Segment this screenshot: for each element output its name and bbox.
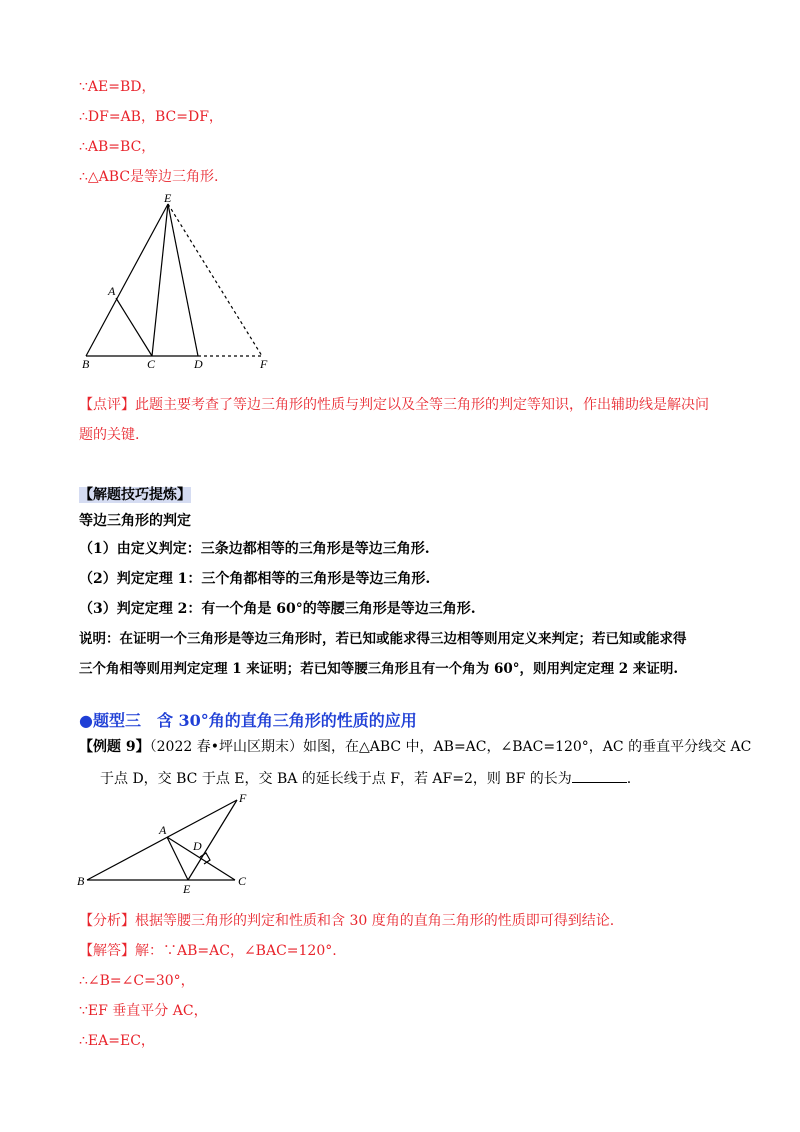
section-heading [79,712,417,730]
answer-blank [572,770,627,783]
label-E: E [164,191,172,205]
label-E: E [183,882,191,896]
example-line-2: 于点 D，交 BC 于点 E，交 BA 的延长线于点 F，若 AF=2，则 BF 的长为 . [100,771,632,787]
segment-EC [152,204,168,356]
answer-tag: 【解答】 [79,943,135,959]
bullet-icon: ● [79,711,93,730]
example-line-1 [79,738,751,756]
label-A: A [159,823,167,837]
comment-text-1: 此题主要考查了等边三角形的性质与判定以及全等三角形的判定等知识，作出辅助线是解决问 [135,397,709,413]
segment-EF-dashed [168,204,262,356]
technique-heading: 【解题技巧提炼】 [79,487,191,503]
technique-item-2: （2）判定定理 1：三个角都相等的三角形是等边三角形. [79,571,431,587]
label-D: D [194,357,203,371]
answer-line-2: ∴∠B=∠C=30°， [79,973,195,989]
example-text-2: 于点 D，交 BC 于点 E，交 BA 的延长线于点 F，若 AF=2，则 BF 的长为 [100,771,572,787]
segment-AC [116,298,152,356]
analysis-text: 根据等腰三角形的判定和性质和含 30 度角的直角三角形的性质即可得到结论. [135,913,615,929]
example-tag: 【例题 9】 [79,739,150,755]
answer-text-1: 解：∵AB=AC，∠BAC=120°. [135,943,337,959]
label-B: B [82,357,90,371]
technique-note-2: 三个角相等则用判定定理 1 来证明；若已知等腰三角形且有一个角为 60°，则用判定定理 2 来证明. [79,661,679,677]
proof-line-3: ∴AB=BC， [79,139,156,155]
section-title: 题型三 含 30°角的直角三角形的性质的应用 [92,711,417,730]
figure-2-triangle-abc [75,790,275,900]
label-D: D [193,839,202,853]
proof-line-1: ∵AE=BD， [79,79,156,95]
technique-note-1: 说明：在证明一个三角形是等边三角形时，若已知或能求得三边相等则用定义来判定；若已知或能求得 [79,631,687,647]
label-F: F [239,791,247,805]
comment-line-2: 题的关键. [79,427,140,443]
technique-item-3: （3）判定定理 2：有一个角是 60°的等腰三角形是等边三角形. [79,601,476,617]
comment-line-1 [79,396,709,414]
label-B: B [77,874,85,888]
technique-item-1: （1）由定义判定：三条边都相等的三角形是等边三角形. [79,541,430,557]
answer-line-4: ∴EA=EC， [79,1033,155,1049]
analysis-line [79,912,614,930]
answer-line-1 [79,942,337,960]
segment-EB [86,204,168,356]
example-text-1: （2022 春•坪山区期末）如图，在△ABC 中，AB=AC，∠BAC=120°，AC 的垂直平分线交 AC [149,739,752,755]
label-C: C [238,874,247,888]
label-F: F [260,357,268,371]
label-C: C [147,357,156,371]
segment-BF [87,800,237,880]
label-A: A [108,284,116,298]
analysis-tag: 【分析】 [79,913,135,929]
proof-line-4: ∴△ABC是等边三角形. [79,169,219,185]
answer-line-3: ∵EF 垂直平分 AC， [79,1003,208,1019]
segment-ED [168,204,198,356]
figure-1-equilateral-construction [70,190,290,370]
technique-title: 等边三角形的判定 [79,513,191,529]
comment-tag: 【点评】 [79,397,135,413]
proof-line-2: ∴DF=AB，BC=DF， [79,109,223,125]
